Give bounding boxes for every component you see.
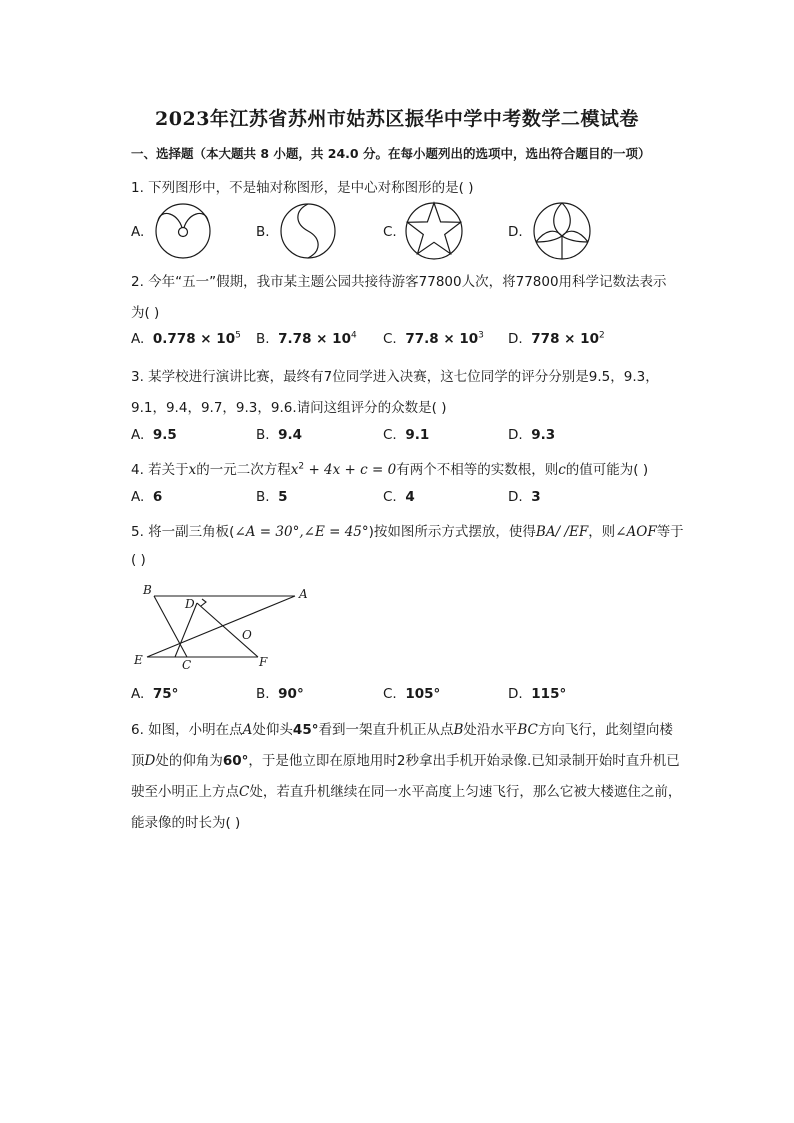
q6-l2e: ，于是他立即在原地用时2秒拿出手机开始录像.已知录制开始时直升机已 <box>248 753 680 769</box>
q2-option-c-exp: 3 <box>478 330 484 341</box>
q5-option-c-label: C. <box>383 686 397 702</box>
q5-option-d-label: D. <box>508 686 523 702</box>
label-e: E <box>134 653 143 667</box>
q6-stem-line4: 能录像的时长为( ) <box>131 815 241 831</box>
q1-option-b-figure <box>278 202 338 260</box>
q5-option-c <box>383 686 440 702</box>
q6-stem-line2 <box>131 749 680 769</box>
q5-option-a-label: A. <box>131 686 145 702</box>
q2-option-b-label: B. <box>256 331 270 347</box>
q3-option-d <box>508 427 555 443</box>
q4-option-c <box>383 489 415 505</box>
q4-eq-rest: + 4x + c = 0 <box>304 462 397 478</box>
q5-geometry-figure <box>131 578 321 672</box>
q6-stem-line3 <box>131 780 681 800</box>
q5-angle: ∠AOF <box>615 524 657 540</box>
q2-option-a <box>131 331 241 347</box>
q3-stem-line1: 3. 某学校进行演讲比赛，最终有7位同学进入决赛，这七位同学的评分分别是9.5，9.3， <box>131 369 659 385</box>
q2-stem-line1: 2. 今年“五一”假期，我市某主题公园共接待游客77800人次，将77800用科学记数法表示 <box>131 274 667 290</box>
q6-l1c: 处仰头 <box>252 722 293 738</box>
q3-option-d-value: 9.3 <box>531 427 556 443</box>
q4-option-d-value: 3 <box>531 489 541 505</box>
q3-option-b-label: B. <box>256 427 270 443</box>
q4-option-b <box>256 489 288 505</box>
q1-option-c-label: C. <box>383 224 397 240</box>
q3-option-b <box>256 427 302 443</box>
label-d: D <box>185 597 195 611</box>
q2-option-c-label: C. <box>383 331 397 347</box>
q4-option-a-label: A. <box>131 489 145 505</box>
q4-stem <box>131 458 648 478</box>
q3-option-c-value: 9.1 <box>405 427 430 443</box>
q5-option-b-value: 90° <box>278 686 304 702</box>
q6-l1d: 45° <box>292 722 319 738</box>
q3-option-a-value: 9.5 <box>152 427 177 443</box>
q5-option-d-value: 115° <box>531 686 567 702</box>
q5-option-a-value: 75° <box>152 686 179 702</box>
q3-option-a-label: A. <box>131 427 145 443</box>
label-f: F <box>259 655 268 669</box>
q1-option-d-label: D. <box>508 224 523 240</box>
q2-stem-line2: 为( ) <box>131 305 160 321</box>
label-c: C <box>182 658 192 672</box>
q5-mid: )按如图所示方式摆放，使得 <box>368 524 536 540</box>
q4-var-c: c <box>558 462 566 478</box>
page-title: 2023年江苏省苏州市姑苏区振华中学中考数学二模试卷 <box>155 108 639 130</box>
q2-option-b <box>256 331 357 347</box>
q3-option-c-label: C. <box>383 427 397 443</box>
q2-option-a-label: A. <box>131 331 145 347</box>
q5-option-b-label: B. <box>256 686 270 702</box>
q6-l2a: 顶 <box>131 753 145 769</box>
q3-option-d-label: D. <box>508 427 523 443</box>
q1-option-b-label: B. <box>256 224 270 240</box>
q4-option-d-label: D. <box>508 489 523 505</box>
q1-option-c-figure <box>403 200 465 260</box>
q5-suffix: ，则 <box>588 524 616 540</box>
q5-option-c-value: 105° <box>405 686 441 702</box>
q4-option-c-value: 4 <box>405 489 415 505</box>
q5-parallel: BA/ /EF <box>535 524 589 540</box>
q4-option-a-value: 6 <box>152 489 163 505</box>
q4-option-d <box>508 489 541 505</box>
right-angle-mark <box>201 599 206 606</box>
segment-ae <box>147 596 295 657</box>
q2-option-a-exp: 5 <box>235 330 241 341</box>
q6-l3b: C <box>239 784 250 800</box>
q6-l1a: 6. 如图，小明在点 <box>131 722 243 738</box>
q3-option-b-value: 9.4 <box>278 427 303 443</box>
q5-option-b <box>256 686 304 702</box>
q2-option-a-base: 0.778 × 10 <box>152 331 236 347</box>
q1-stem: 1. 下列图形中，不是轴对称图形，是中心对称图形的是( ) <box>131 180 474 196</box>
q6-stem-line1 <box>131 718 673 738</box>
q1-option-a-label: A. <box>131 224 145 240</box>
q4-mid: 的一元二次方程 <box>196 462 291 478</box>
q4-option-a <box>131 489 162 505</box>
q4-eq-x: x <box>290 462 299 478</box>
q5-prefix: 5. 将一副三角板( <box>131 524 235 540</box>
label-a: A <box>299 587 308 601</box>
q4-var-x: x <box>188 462 197 478</box>
q2-option-c-base: 77.8 × 10 <box>405 331 479 347</box>
q5-stem-line2: ( ) <box>131 552 146 568</box>
q6-l3a: 驶至小明正上方点 <box>131 784 239 800</box>
q3-option-a <box>131 427 177 443</box>
q6-l2c: 处的仰角为 <box>155 753 223 769</box>
q4-prefix: 4. 若关于 <box>131 462 189 478</box>
q5-condition: ∠A = 30°,∠E = 45° <box>234 524 369 540</box>
q4-suffix: 有两个不相等的实数根，则 <box>396 462 559 478</box>
q4-tail: 的值可能为( ) <box>565 462 649 478</box>
q4-option-b-label: B. <box>256 489 270 505</box>
q6-l1h: BC <box>517 722 538 738</box>
q6-l3c: 处，若直升机继续在同一水平高度上匀速飞行，那么它被大楼遮住之前， <box>249 784 682 800</box>
q6-l1i: 方向飞行，此刻望向楼 <box>537 722 673 738</box>
q2-option-b-exp: 4 <box>350 330 357 341</box>
q4-eq-sq: 2 <box>298 461 305 472</box>
q6-l2b: D <box>144 753 156 769</box>
q3-option-c <box>383 427 429 443</box>
q5-option-d <box>508 686 566 702</box>
q1-option-a-figure <box>152 202 214 260</box>
section-heading: 一、选择题（本大题共 8 小题，共 24.0 分。在每小题列出的选项中，选出符合题目的一项） <box>131 146 651 161</box>
q6-l1b: A <box>242 722 253 738</box>
q6-l1g: 处沿水平 <box>463 722 518 738</box>
label-b: B <box>143 583 152 597</box>
q2-option-d-exp: 2 <box>598 330 605 341</box>
q5-stem-line1 <box>131 520 684 540</box>
q5-option-a <box>131 686 178 702</box>
q2-option-c <box>383 331 484 347</box>
q6-l2d: 60° <box>222 753 249 769</box>
q5-tail: 等于 <box>656 524 684 540</box>
q2-option-d <box>508 331 605 347</box>
q3-stem-line2: 9.1，9.4，9.7，9.3，9.6.请问这组评分的众数是( ) <box>131 400 447 416</box>
q4-option-b-value: 5 <box>278 489 288 505</box>
q1-option-d-figure <box>531 200 593 260</box>
q2-option-d-base: 778 × 10 <box>531 331 599 347</box>
q4-option-c-label: C. <box>383 489 397 505</box>
q6-l1e: 看到一架直升机正从点 <box>318 722 454 738</box>
q6-l1f: B <box>453 722 464 738</box>
q2-option-b-base: 7.78 × 10 <box>278 331 351 347</box>
q2-option-d-label: D. <box>508 331 523 347</box>
label-o: O <box>242 628 252 642</box>
segment-dc <box>175 603 197 657</box>
